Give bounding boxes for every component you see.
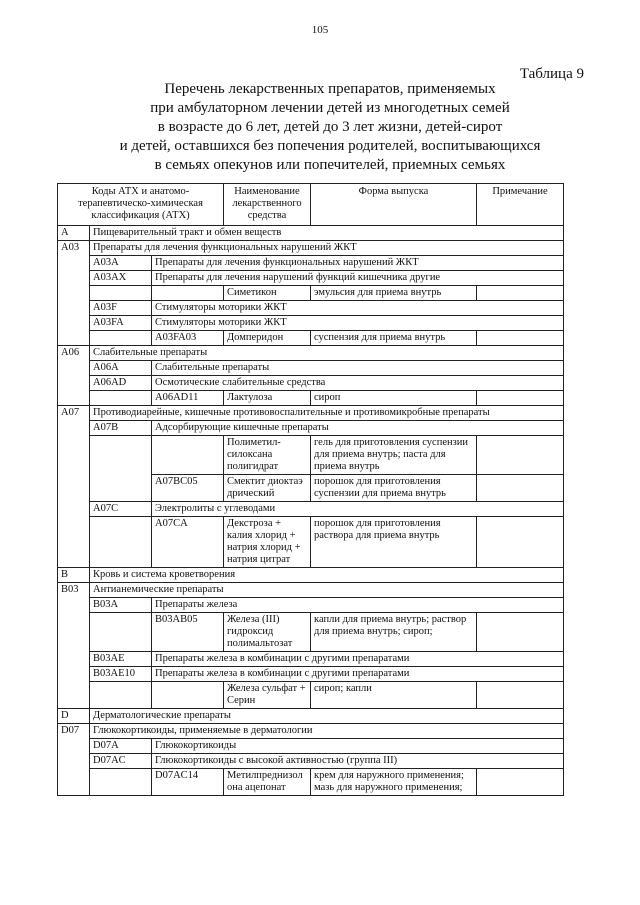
code-cell: A07C: [90, 502, 152, 517]
table-row: [58, 502, 564, 517]
note-cell: [477, 475, 564, 502]
table-row: [58, 406, 564, 421]
drug-name: Железа (III) гидроксид полимальтозат: [224, 613, 311, 652]
group-label: Препараты железа в комбинации с другими препаратами: [152, 667, 564, 682]
code-cell: A06A: [90, 361, 152, 376]
empty-cell: [90, 286, 152, 301]
drug-form: сироп; капли: [311, 682, 477, 709]
header-form: Форма выпуска: [311, 184, 477, 226]
code-cell: B03AB05: [152, 613, 224, 652]
code-cell: A06: [58, 346, 90, 406]
table-row: [58, 391, 564, 406]
table-row: [58, 361, 564, 376]
code-cell: A07B: [90, 421, 152, 436]
code-cell: A03FA03: [152, 331, 224, 346]
group-label: Адсорбирующие кишечные препараты: [152, 421, 564, 436]
document-title: [100, 80, 560, 175]
empty-cell: [90, 391, 152, 406]
drug-name: Домперидон: [224, 331, 311, 346]
table-row: [58, 301, 564, 316]
header-name: Наименование лекарственного средства: [224, 184, 311, 226]
code-cell: D07A: [90, 739, 152, 754]
title-line-2: при амбулаторном лечении детей из многодетных семей: [150, 100, 510, 116]
table-row: [58, 613, 564, 652]
drug-name: Симетикон: [224, 286, 311, 301]
code-cell: A07BC05: [152, 475, 224, 502]
group-label: Слабительные препараты: [90, 346, 564, 361]
table-row: [58, 739, 564, 754]
drug-form: порошок для приготовления суспензии для приема внутрь: [311, 475, 477, 502]
group-label: Препараты железа в комбинации с другими препаратами: [152, 652, 564, 667]
code-cell: D07AC: [90, 754, 152, 769]
group-label: Глюкокортикоиды, применяемые в дерматологии: [90, 724, 564, 739]
code-cell: A03F: [90, 301, 152, 316]
drug-form: суспензия для приема внутрь: [311, 331, 477, 346]
table-row: [58, 682, 564, 709]
note-cell: [477, 436, 564, 475]
table-row: [58, 769, 564, 796]
drug-form: эмульсия для приема внутрь: [311, 286, 477, 301]
code-cell: B03AE10: [90, 667, 152, 682]
drug-name: Железа сульфат + Серин: [224, 682, 311, 709]
table-row: [58, 376, 564, 391]
group-label: Электролиты с углеводами: [152, 502, 564, 517]
drug-name: Лактулоза: [224, 391, 311, 406]
table-row: [58, 652, 564, 667]
note-cell: [477, 331, 564, 346]
empty-cell: [90, 517, 152, 568]
note-cell: [477, 769, 564, 796]
group-label: Пищеварительный тракт и обмен веществ: [90, 226, 564, 241]
table-row: [58, 331, 564, 346]
code-cell: A03AX: [90, 271, 152, 286]
note-cell: [477, 517, 564, 568]
table-row: [58, 754, 564, 769]
table-row: [58, 256, 564, 271]
code-cell: D: [58, 709, 90, 724]
table-row: [58, 271, 564, 286]
drug-form: гель для приготовления суспензии для приема внутрь; паста для приема внутрь: [311, 436, 477, 475]
table-header: [58, 184, 564, 226]
empty-cell: [152, 436, 224, 475]
page-number: 105: [311, 24, 329, 36]
table-row: [58, 316, 564, 331]
group-label: Дерматологические препараты: [90, 709, 564, 724]
code-cell: D07: [58, 724, 90, 796]
table-row: [58, 583, 564, 598]
table-row: [58, 709, 564, 724]
table-row: [58, 667, 564, 682]
header-atc: Коды АТХ и анатомо-терапевтическо-химическая классификация (АТХ): [58, 184, 224, 226]
table-row: [58, 346, 564, 361]
group-label: Осмотические слабительные средства: [152, 376, 564, 391]
group-label: Кровь и система кроветворения: [90, 568, 564, 583]
empty-cell: [152, 682, 224, 709]
empty-cell: [152, 286, 224, 301]
empty-cell: [90, 682, 152, 709]
table-label: Таблица 9: [519, 66, 584, 82]
group-label: Глюкокортикоиды с высокой активностью (группа III): [152, 754, 564, 769]
group-label: Антианемические препараты: [90, 583, 564, 598]
drug-form: сироп: [311, 391, 477, 406]
table-row: [58, 286, 564, 301]
group-label: Стимуляторы моторики ЖКТ: [152, 316, 564, 331]
drug-form: крем для наружного применения; мазь для наружного применения;: [311, 769, 477, 796]
group-label: Препараты для лечения функциональных нарушений ЖКТ: [90, 241, 564, 256]
code-cell: A03: [58, 241, 90, 346]
group-label: Препараты для лечения нарушений функций кишечника другие: [152, 271, 564, 286]
code-cell: A07: [58, 406, 90, 568]
drug-name: Декстроза + калия хлорид + натрия хлорид + натрия цитрат: [224, 517, 311, 568]
table-row: [58, 598, 564, 613]
title-line-5: в семьях опекунов или попечителей, приемных семьях: [154, 157, 506, 173]
title-line-1: Перечень лекарственных препаратов, применяемых: [164, 81, 496, 97]
code-cell: A07CA: [152, 517, 224, 568]
title-line-3: в возрасте до 6 лет, детей до 3 лет жизни, детей-сирот: [157, 119, 503, 135]
group-label: Глюкокортикоиды: [152, 739, 564, 754]
table-row: [58, 241, 564, 256]
code-cell: A03A: [90, 256, 152, 271]
code-cell: B03A: [90, 598, 152, 613]
group-label: Слабительные препараты: [152, 361, 564, 376]
drug-table: [57, 183, 564, 796]
header-note: Примечание: [477, 184, 564, 226]
table-row: [58, 226, 564, 241]
group-label: Препараты железа: [152, 598, 564, 613]
note-cell: [477, 286, 564, 301]
code-cell: A: [58, 226, 90, 241]
empty-cell: [90, 436, 152, 502]
code-cell: B03: [58, 583, 90, 709]
code-cell: A06AD: [90, 376, 152, 391]
empty-cell: [90, 613, 152, 652]
group-label: Противодиарейные, кишечные противовоспалительные и противомикробные препараты: [90, 406, 564, 421]
note-cell: [477, 391, 564, 406]
code-cell: B: [58, 568, 90, 583]
drug-name: Смектит диоктаэдрический: [224, 475, 311, 502]
drug-form: порошок для приготовления раствора для приема внутрь: [311, 517, 477, 568]
table-row: [58, 724, 564, 739]
group-label: Стимуляторы моторики ЖКТ: [152, 301, 564, 316]
note-cell: [477, 613, 564, 652]
drug-name: Полиметил-силоксана полигидрат: [224, 436, 311, 475]
group-label: Препараты для лечения функциональных нарушений ЖКТ: [152, 256, 564, 271]
empty-cell: [90, 769, 152, 796]
code-cell: A03FA: [90, 316, 152, 331]
code-cell: B03AE: [90, 652, 152, 667]
title-line-4: и детей, оставшихся без попечения родителей, воспитывающихся: [119, 138, 541, 154]
table-row: [58, 421, 564, 436]
empty-cell: [90, 331, 152, 346]
table-row: [58, 436, 564, 475]
table-row: [58, 517, 564, 568]
code-cell: A06AD11: [152, 391, 224, 406]
drug-form: капли для приема внутрь; раствор для приема внутрь; сироп;: [311, 613, 477, 652]
code-cell: D07AC14: [152, 769, 224, 796]
drug-name: Метилпреднизолона ацепонат: [224, 769, 311, 796]
table-row: [58, 568, 564, 583]
note-cell: [477, 682, 564, 709]
